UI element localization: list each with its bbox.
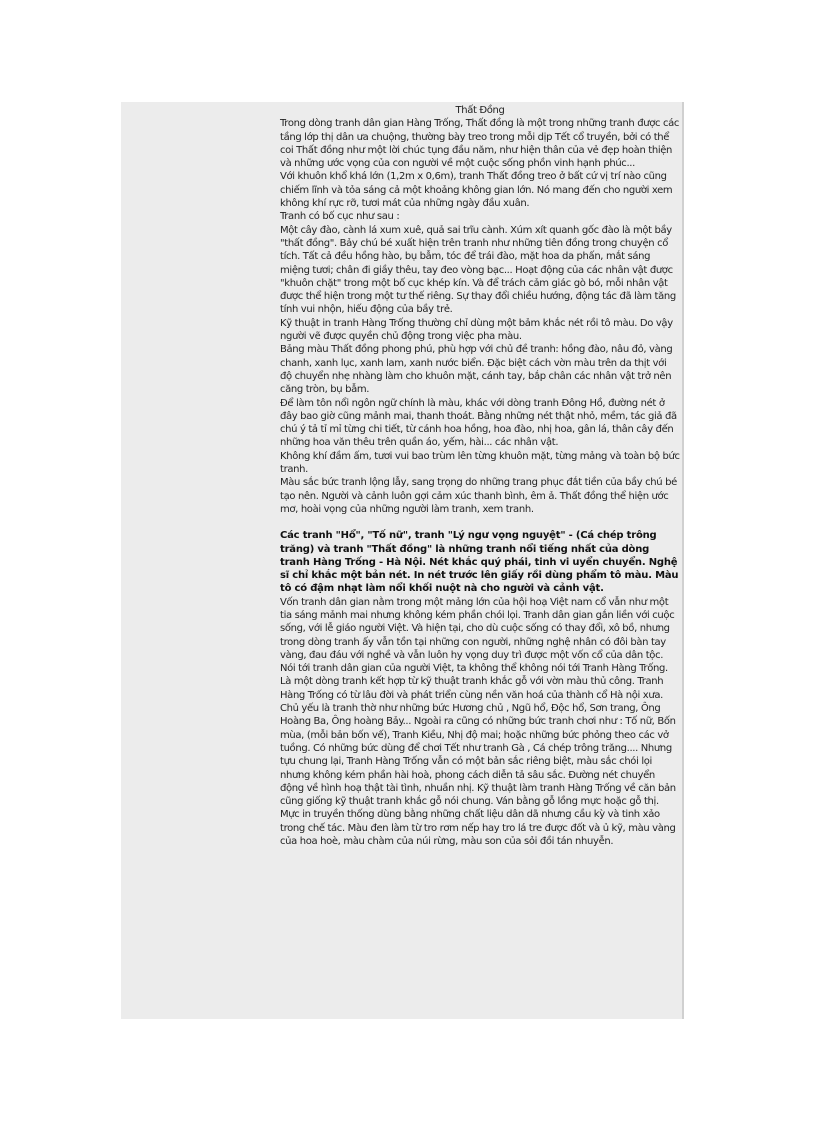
- paragraph: Bảng màu Thất đồng phong phú, phù hợp với chủ đề tranh: hồng đào, nâu đỏ, vàng chanh, xanh lục, xanh lam, xanh nước biển. Đặc biệt cách vờn màu trên da thịt với độ chuyển nhẹ nhàng làm cho khuôn mặt, cánh tay, bắp chân các nhân vật trở nên căng tròn, bụ bẫm.: [280, 344, 673, 396]
- paragraph: Với khuôn khổ khá lớn (1,2m x 0,6m), tranh Thất đồng treo ở bất cứ vị trí nào cũng chiếm lĩnh và tỏa sáng cả một khoảng không gian lớn. Nó mang đến cho người xem không khí rực rỡ, tươi mát của những ngày đầu xuân.: [280, 171, 673, 210]
- paragraph: Kỹ thuật in tranh Hàng Trống thường chỉ dùng một bảm khắc nét rồi tô màu. Do vậy người vẽ được quyền chủ động trong việc pha màu.: [280, 317, 673, 343]
- paragraph: Vốn tranh dân gian nằm trong một mảng lớn của hội hoạ Việt nam cổ vẫn như một tia sáng mảnh mai nhưng không kém phần chói lọi. Tranh dân gian gắn liền với cuộc sống, với lễ giáo người Việt. Và hiện tại, cho dù cuộc sống có thay đổi, xô bồ, nhưng trong dòng tranh ấy vẫn tồn tại những con người, những nghệ nhân có đôi bàn tay vàng, đau đáu với nghề và vẫn luôn hy vọng duy trì được một vốn cổ của dân tộc.: [280, 596, 675, 661]
- paragraph: Tranh có bố cục như sau :: [280, 211, 400, 223]
- paragraph: Một cây đào, cành lá xum xuê, quả sai trĩu cành. Xúm xít quanh gốc đào là một bầy "thất đồng". Bảy chú bé xuất hiện trên tranh như những tiên đồng trong chuyện cổ tích. Tất cả đều hồng hào, bụ bẫm, tóc để trái đào, mặt hoa da phấn, mắt sáng miệng tươi; chân đi giầy thêu, tay đeo vòng bạc... Hoạt động của các nhân vật được "khuôn chặt" trong một bố cục khép kín. Và để trách cảm giác gò bó, mỗi nhân vật được thể hiện trong một tư thế riêng. Sự thay đổi chiều hướng, động tác đã làm tăng tính vui nhộn, hiếu động của bầy trẻ.: [280, 224, 676, 316]
- document-body: [280, 104, 680, 848]
- bold-paragraph: Các tranh "Hổ", "Tố nữ", tranh "Lý ngư vọng nguyệt" - (Cá chép trông trăng) và tranh "Thất đồng" là những tranh nổi tiếng nhất của dòng tranh Hàng Trống - Hà Nội. Nét khắc quý phái, tinh vi uyển chuyển. Nghệ sĩ chỉ khắc một bản nét. In nét trước lên giấy rồi dùng phẩm tô màu. Màu tô có đậm nhạt làm nổi khối nuột nà cho người và cảnh vật.: [280, 530, 679, 595]
- paragraph: Màu sắc bức tranh lộng lẫy, sang trọng do những trang phục đắt tiền của bầy chú bé tạo nên. Người và cảnh luôn gợi cảm xúc thanh bình, êm ả. Thất đồng thể hiện ước mơ, hoài vọng của những người làm tranh, xem tranh.: [280, 477, 677, 515]
- paragraph: Không khí đầm ấm, tươi vui bao trùm lên từng khuôn mặt, từng mảng và toàn bộ bức tranh.: [280, 450, 680, 476]
- paragraph: Trong dòng tranh dân gian Hàng Trống, Thất đồng là một trong những tranh được các tầng lớp thị dân ưa chuộng, thường bày treo trong mỗi dịp Tết cổ truyền, bởi có thể coi Thất đồng như một lời chúc tụng đầu năm, như hiện thân của vẻ đẹp hoàn thiện và những ước vọng của con người về một cuộc sống phồn vinh hạnh phúc...: [280, 118, 680, 170]
- paragraph-spacer: [280, 516, 680, 529]
- document-title: Thất Đồng: [455, 105, 505, 116]
- paragraph: Để làm tôn nổi ngôn ngữ chính là màu, khác với dòng tranh Đông Hồ, đường nét ở đây bao giờ cũng mảnh mai, thanh thoát. Bằng những nét thật nhỏ, mềm, tác giả đã chú ý tả tỉ mỉ từng chi tiết, từ cánh hoa hồng, hoa đào, nhị hoa, gân lá, thân cây đến những hoa văn thêu trên quần áo, yếm, hài... các nhân vật.: [280, 397, 677, 449]
- paragraph: Nói tới tranh dân gian của người Việt, ta không thể không nói tới Tranh Hàng Trống. Là một dòng tranh kết hợp từ kỹ thuật tranh khắc gỗ với vờn màu thủ công. Tranh Hàng Trống có từ lâu đời và phát triển cùng nền văn hoá của thành cổ Hà nội xưa. Chủ yếu là tranh thờ như những bức Hương chủ , Ngũ hổ, Độc hổ, Sơn trang, Ông Hoàng Ba, Ông hoàng Bảy... Ngoài ra cũng có những bức tranh chơi như : Tố nữ, Bốn mùa, (mỗi bản bốn vế), Tranh Kiều, Nhị độ mai; hoặc những bức phỏng theo các vở tuồng. Có những bức dùng để chơi Tết như tranh Gà , Cá chép trông trăng.... Nhưng tựu chung lại, Tranh Hàng Trống vẫn có một bản sắc riêng biệt, màu sắc chói lọi nhưng không kém phần hài hoà, phong cách diễn tả sâu sắc. Đường nét chuyển động về hình hoạ thật tài tình, nhuần nhị. Kỹ thuật làm tranh Hàng Trống về căn bản cũng giống kỹ thuật tranh khắc gỗ nói chung. Ván bằng gỗ lồng mực hoặc gỗ thị. Mực in truyền thống dùng bằng những chất liệu dân dã nhưng cầu kỳ và tinh xảo trong chế tác. Màu đen làm từ tro rơm nếp hay tro lá tre được đốt và ủ kỹ, màu vàng của hoa hoè, màu chàm của núi rừng, màu son của sỏi đồi tán nhuyễn.: [280, 663, 676, 848]
